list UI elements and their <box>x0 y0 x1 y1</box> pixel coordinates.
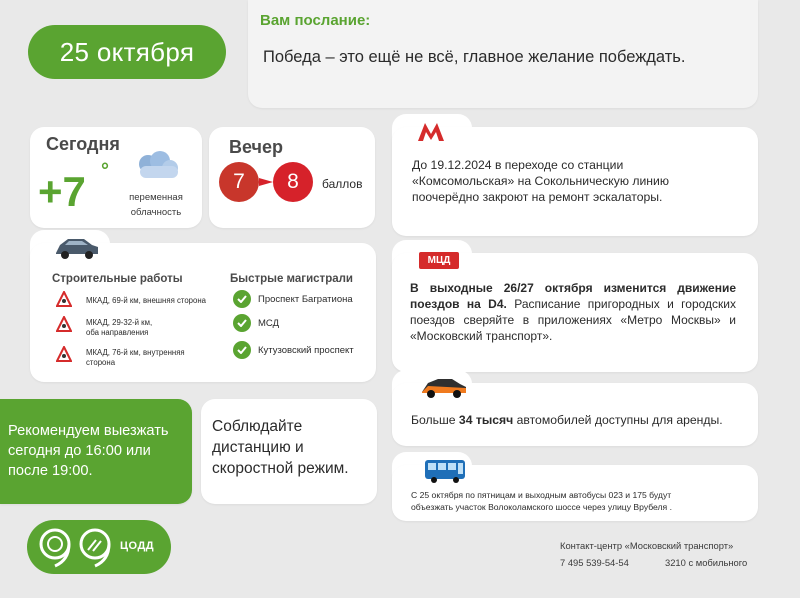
arrow-right-icon <box>259 178 273 186</box>
weather-description-line1: переменная <box>129 192 183 203</box>
recommendation-text: Рекомендуем выезжать сегодня до 16:00 или после 19:00. <box>8 423 169 479</box>
check-icon <box>233 314 251 332</box>
construction-item <box>56 291 72 312</box>
road-works-icon <box>56 346 72 362</box>
construction-item-line1: МКАД, 76-й км, внутренняя <box>86 348 185 357</box>
highway-item: МСД <box>258 318 279 329</box>
construction-item-text <box>86 318 152 338</box>
codd-logo-text: ЦОДД <box>120 540 155 552</box>
road-works-icon <box>56 291 72 307</box>
construction-heading: Строительные работы <box>52 273 183 285</box>
bus-icon <box>424 458 466 484</box>
traffic-score-to: 8 <box>273 162 313 202</box>
metro-text-line2: «Комсомольская» на Сокольническую линию <box>412 174 669 188</box>
metro-text <box>412 157 742 205</box>
construction-item <box>56 316 72 337</box>
highway-item: Кутузовский проспект <box>258 345 354 356</box>
weather-description <box>116 190 196 220</box>
traffic-score-unit: баллов <box>322 177 363 191</box>
construction-item-line2: оба направления <box>86 328 149 337</box>
footer-phone[interactable]: 7 495 539-54-54 <box>560 557 629 568</box>
date-badge <box>28 25 226 79</box>
footer-mobile[interactable]: 3210 с мобильного <box>665 557 748 568</box>
date-text: 25 октября <box>59 36 195 67</box>
metro-text-line1: До 19.12.2024 в переходе со станции <box>412 158 624 172</box>
codd-logo-mark <box>36 526 116 568</box>
roads-card <box>30 243 376 382</box>
mcd-text-rest: Расписание пригородных и городских поездов сверяйте в приложениях «Метро Москвы» и «Московский транспорт». <box>410 297 736 343</box>
metro-icon <box>416 121 446 143</box>
weather-degree: ° <box>101 160 109 182</box>
construction-item-line1: МКАД, 29-32-й км, <box>86 318 153 327</box>
mcd-icon: МЦД <box>419 252 459 269</box>
bus-text-line2: объезжать участок Волоколамского шоссе через улицу Врубеля . <box>411 502 672 512</box>
check-icon <box>233 341 251 359</box>
construction-item-text <box>86 296 206 306</box>
weather-temperature: +7 <box>38 168 86 215</box>
bus-text-line1: С 25 октября по пятницам и выходным автобусы 023 и 175 будут <box>411 490 672 500</box>
mcd-text-bold: В выходные 26/27 октября изменится движение поездов на D4. <box>410 281 736 311</box>
carshare-car-icon <box>418 374 470 400</box>
highway-item: Проспект Багратиона <box>258 294 353 305</box>
message-heading: Вам послание: <box>260 12 371 29</box>
footer-contact: Контакт-центр «Московский транспорт» <box>560 540 734 551</box>
highways-heading: Быстрые магистрали <box>230 273 353 285</box>
message-text: Победа – это ещё не всё, главное желание побеждать. <box>263 48 686 66</box>
car-icon <box>52 233 102 261</box>
construction-item <box>56 346 72 367</box>
distance-text: Соблюдайте дистанцию и скоростной режим. <box>212 418 349 477</box>
construction-item-line2: сторона <box>86 358 116 367</box>
traffic-score-from: 7 <box>219 162 259 202</box>
bus-text <box>411 489 746 513</box>
carshare-text <box>411 413 723 427</box>
carshare-text-bold: 34 тысяч <box>458 413 514 427</box>
carshare-text-suffix: автомобилей доступны для аренды. <box>513 413 723 427</box>
weather-description-line2: облачность <box>130 207 182 218</box>
cloud-icon <box>134 150 182 182</box>
mcd-text <box>410 280 736 344</box>
road-works-icon <box>56 316 72 332</box>
construction-item-text <box>86 348 185 368</box>
carshare-text-prefix: Больше <box>411 413 459 427</box>
metro-text-line3: поочерёдно закроют на ремонт эскалаторы. <box>412 190 663 204</box>
evening-title: Вечер <box>229 137 284 157</box>
weather-title: Сегодня <box>46 134 120 154</box>
construction-item-line1: МКАД, 69-й км, внешняя сторона <box>86 296 206 305</box>
check-icon <box>233 290 251 308</box>
